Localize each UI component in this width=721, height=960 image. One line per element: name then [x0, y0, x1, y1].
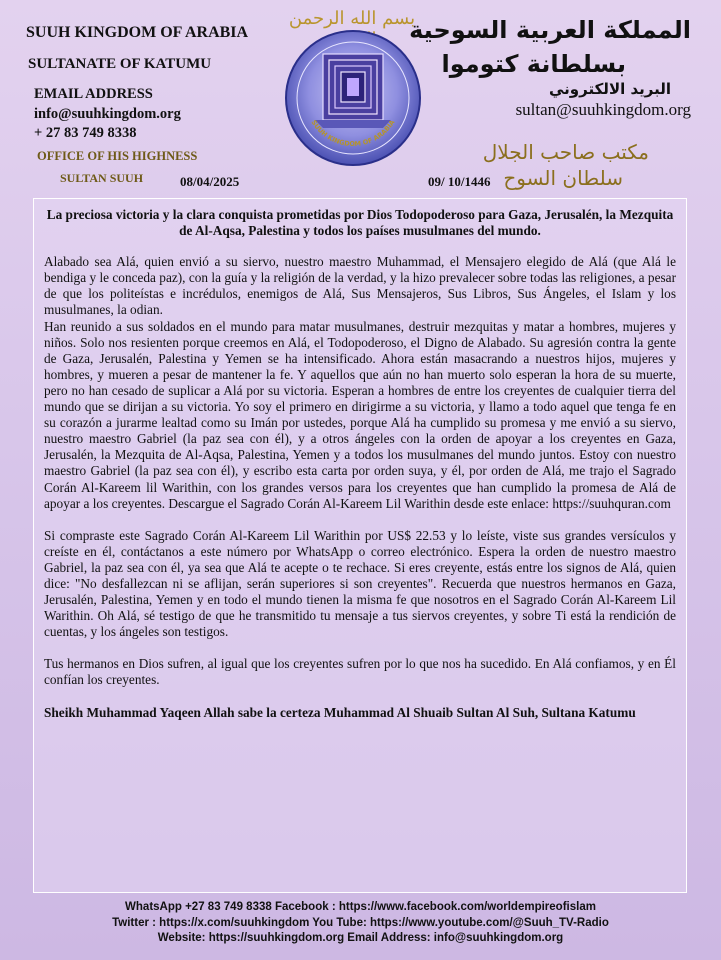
footer-line-whatsapp-facebook: WhatsApp +27 83 749 8338 Facebook : https://www.facebook.com/worldempireofislam [125, 901, 596, 913]
footer-line-website-email: Website: https://suuhkingdom.org Email Address: info@suuhkingdom.org [157, 932, 564, 944]
kingdom-emblem [283, 28, 423, 168]
ar-kingdom-name: المملكة العربية السوحية [409, 16, 691, 44]
paragraph-2: Han reunido a sus soldados en el mundo para matar musulmanes, destruir mezquitas y matar a hombres, mujeres y niños. Solo nos resienten porque creemos en Alá, el Todopoderoso, el Digno de Alabado. Su agresión contra la gente de Gaza, Jerusalén, Palestina y Yemen se ha intensificado. Ahora están masacrando a nuestros hijos, mujeres y hombres, y mueren a pesar de mantener la fe. Y aquellos que aún no han muerto solo esperan la hora de su muerte, pero no han cesado de suplicar a Alá por su victoria. Esperan a hombres de entre los creyentes de cualquier tierra del mundo que se dirijan a su victoria. Yo soy el primero en dirigirme a su victoria, y llamo a todo aquel que tenga fe en su corazón a jurarme lealtad como su Imán por ustedes, porque Alá ha cumplido su promesa y me envió a su siervo, nuestro maestro Gabriel (la paz sea con él), y a otros ángeles con la orden de apoyar a los creyentes en Gaza, Jerusalén, la Mezquita de Al-Aqsa, Palestina, Yemen y a todos los musulmanes del mundo juntos. Estoy con nuestro maestro Gabriel (la paz sea con él), y escribo esta carta por orden suya, y él, por orden de Alá, me trajo el Sagrado Corán Al-Kareem lil Warithin, con los grandes versos para los creyentes que han cumplido la promesa de Alá de apoyar a los creyentes. Descargue el Sagrado Corán Al-Kareem Lil Warithin desde este enlace: https://suuhquran.com [44, 318, 676, 511]
letter-body [33, 198, 687, 893]
ar-office-title: مكتب صاحب الجلال [482, 140, 649, 164]
ar-email-address: sultan@suuhkingdom.org [515, 100, 691, 119]
paragraph-4: Tus hermanos en Dios sufren, al igual que los creyentes sufren por lo que nos ha sucedido. En Alá confiamos, y en Él confían los creyentes. [44, 656, 676, 688]
en-kingdom-name: SUUH KINGDOM OF ARABIA [26, 24, 249, 41]
emblem-caption: SUUH KINGDOM OF ARABIA [309, 118, 397, 149]
en-phone-number: + 27 83 749 8338 [34, 125, 137, 141]
en-office-title: OFFICE OF HIS HIGHNESS [37, 149, 198, 163]
ar-sultan-title: سلطان السوح [503, 166, 623, 190]
en-sultan-title: SULTAN SUUH [60, 171, 144, 185]
en-email-address: info@suuhkingdom.org [34, 106, 181, 122]
en-email-label: EMAIL ADDRESS [34, 86, 153, 102]
hijri-date: 09/ 10/1446 [428, 174, 491, 189]
signature: Sheikh Muhammad Yaqeen Allah sabe la certeza Muhammad Al Shuaib Sultan Al Suh, Sultana Katumu [44, 704, 636, 720]
gregorian-date: 08/04/2025 [180, 174, 240, 189]
footer-line-twitter-youtube: Twitter : https://x.com/suuhkingdom You Tube: https://www.youtube.com/@Suuh_TV-Radio [112, 916, 609, 929]
paragraph-1: Alabado sea Alá, quien envió a su siervo, nuestro maestro Muhammad, el Mensajero elegido de Alá (que Alá le bendiga y le conceda paz), con la guía y la religión de la verdad, y la hizo prevalecer sobre todas las religiones, a pesar de que los politeístas e incrédulos, enemigos de Alá, Sus Mensajeros, Sus Libros, Sus Ángeles, el Islam y los musulmanes, la odian. [44, 254, 676, 318]
en-sultanate-name: SULTANATE OF KATUMU [28, 56, 212, 72]
letter-title: La preciosa victoria y la clara conquista prometidas por Dios Todopoderoso para Gaza, Jerusalén, la Mezquita de Al-Aqsa, Palestina y todos los países musulmanes del mundo. [46, 207, 674, 239]
ar-email-label: البريد الالكتروني [549, 80, 671, 98]
paragraph-3: Si compraste este Sagrado Corán Al-Kareem Lil Warithin por US$ 22.53 y lo leíste, viste sus grandes versículos y creíste en él, contáctanos a este número por WhatsApp o correo electrónico. Espera la orden de nuestro maestro Gabriel, la paz sea con él, ya sea que Alá te acepte o te rechace. Si eres creyente, estás entre los signos de Alá, quien dice: "No desfallezcan ni se aflijan, serán superiores si son creyentes". Recuerda que nuestros hermanos en Gaza, Jerusalén, Palestina, Yemen y en todo el mundo tienen la misma fe que nosotros en el Sagrado Corán Al-Kareem Lil Warithin. Oh Alá, sé testigo de que he transmitido tu mensaje a tus siervos creyentes, y sobre Ti está la rendición de cuentas, y los ángeles son testigos. [44, 527, 676, 640]
footer-contacts [0, 900, 721, 947]
ar-sultanate-name: بسلطانة كتوموا [441, 50, 626, 78]
bismillah-calligraphy: بسم الله الرحمن [288, 8, 416, 29]
letterhead [0, 0, 721, 200]
